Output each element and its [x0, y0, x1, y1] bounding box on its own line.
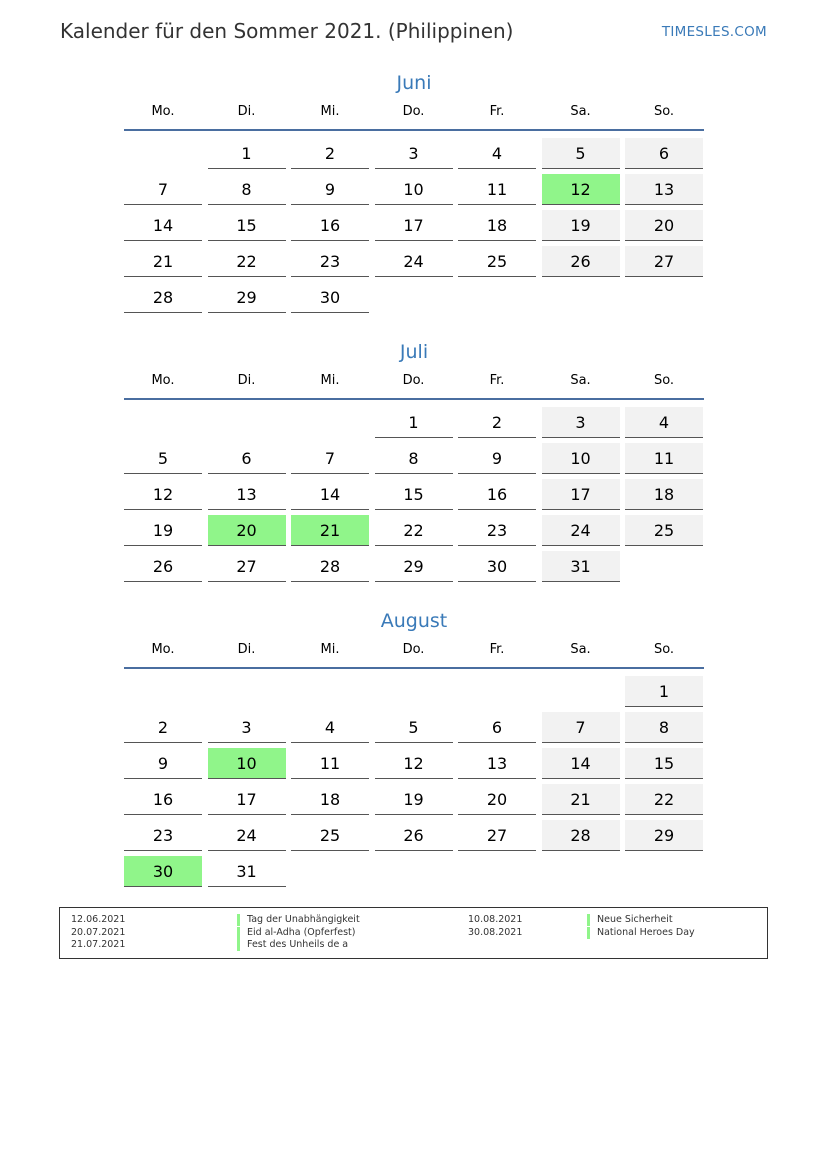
day-cell: 24 [208, 820, 286, 851]
day-cell: 4 [291, 712, 369, 743]
day-cell: 10 [375, 174, 453, 205]
day-cell: 19 [542, 210, 620, 241]
day-cell: 1 [625, 676, 703, 707]
day-cell: 16 [458, 479, 536, 510]
day-cell: 9 [458, 443, 536, 474]
day-cell: 14 [291, 479, 369, 510]
weekday-label: Mi. [320, 104, 340, 119]
day-cell: 27 [208, 551, 286, 582]
day-cell: 3 [542, 407, 620, 438]
legend-date: 20.07.2021 [71, 927, 126, 938]
weekday-label: Fr. [489, 104, 505, 119]
weekday-label: Mo. [151, 642, 175, 657]
day-cell: 30 [291, 282, 369, 313]
day-cell: 28 [124, 282, 202, 313]
legend-holiday-name: National Heroes Day [587, 927, 695, 939]
day-cell: 26 [542, 246, 620, 277]
legend-date: 10.08.2021 [468, 914, 523, 925]
day-cell: 25 [291, 820, 369, 851]
weekday-label: Mo. [151, 104, 175, 119]
day-cell: 4 [625, 407, 703, 438]
header-divider [124, 398, 704, 400]
month-title: Juli [399, 341, 429, 363]
day-cell: 19 [375, 784, 453, 815]
day-cell: 6 [458, 712, 536, 743]
legend-holiday-name: Tag der Unabhängigkeit [237, 914, 360, 926]
legend-holiday-name: Neue Sicherheit [587, 914, 673, 926]
day-cell: 6 [208, 443, 286, 474]
day-cell: 17 [375, 210, 453, 241]
legend-date: 21.07.2021 [71, 939, 126, 950]
weekday-label: Mi. [320, 642, 340, 657]
day-cell: 21 [542, 784, 620, 815]
weekday-label: So. [653, 373, 675, 388]
day-cell: 5 [124, 443, 202, 474]
day-cell: 14 [542, 748, 620, 779]
day-cell: 26 [375, 820, 453, 851]
weekday-label: Di. [237, 642, 256, 657]
day-cell: 23 [124, 820, 202, 851]
weekday-label: Di. [237, 104, 256, 119]
weekday-label: Fr. [489, 373, 505, 388]
day-cell: 2 [124, 712, 202, 743]
day-cell: 1 [375, 407, 453, 438]
day-cell: 17 [542, 479, 620, 510]
day-cell: 20 [458, 784, 536, 815]
day-cell: 13 [625, 174, 703, 205]
day-cell: 24 [375, 246, 453, 277]
weekday-label: Mi. [320, 373, 340, 388]
day-cell: 8 [208, 174, 286, 205]
day-cell: 16 [291, 210, 369, 241]
day-cell: 15 [375, 479, 453, 510]
legend-date: 12.06.2021 [71, 914, 126, 925]
day-cell: 31 [542, 551, 620, 582]
day-cell: 6 [625, 138, 703, 169]
weekday-header [124, 638, 704, 670]
day-cell: 4 [458, 138, 536, 169]
day-cell: 11 [458, 174, 536, 205]
day-cell: 3 [375, 138, 453, 169]
day-cell: 17 [208, 784, 286, 815]
month-title: August [380, 610, 448, 632]
day-cell: 8 [375, 443, 453, 474]
holiday-day-cell: 12 [542, 174, 620, 205]
day-cell: 29 [375, 551, 453, 582]
day-cell: 8 [625, 712, 703, 743]
day-cell: 27 [458, 820, 536, 851]
month-title: Juni [396, 72, 432, 94]
header-divider [124, 667, 704, 669]
legend-holiday-name: Eid al-Adha (Opferfest) [237, 927, 355, 939]
day-cell: 20 [625, 210, 703, 241]
weekday-label: Fr. [489, 642, 505, 657]
brand-link[interactable]: TIMESLES.COM [661, 24, 767, 40]
day-cell: 5 [542, 138, 620, 169]
day-cell: 16 [124, 784, 202, 815]
day-cell: 11 [625, 443, 703, 474]
month-august [124, 606, 704, 881]
weekday-label: Do. [402, 373, 425, 388]
day-cell: 15 [625, 748, 703, 779]
day-cell: 22 [375, 515, 453, 546]
day-cell: 29 [625, 820, 703, 851]
day-cell: 2 [458, 407, 536, 438]
page-title: Kalender für den Sommer 2021. (Philippinen) [60, 19, 514, 43]
day-cell: 1 [208, 138, 286, 169]
weekday-header [124, 369, 704, 401]
weekday-label: Di. [237, 373, 256, 388]
weekday-header [124, 100, 704, 132]
weekday-label: Sa. [570, 104, 591, 119]
day-cell: 14 [124, 210, 202, 241]
day-cell: 12 [124, 479, 202, 510]
day-cell: 25 [625, 515, 703, 546]
day-cell: 28 [542, 820, 620, 851]
weekday-label: So. [653, 104, 675, 119]
holiday-day-cell: 10 [208, 748, 286, 779]
day-cell: 13 [208, 479, 286, 510]
weekday-label: Do. [402, 104, 425, 119]
day-cell: 19 [124, 515, 202, 546]
day-cell: 22 [208, 246, 286, 277]
holiday-day-cell: 20 [208, 515, 286, 546]
day-cell: 18 [291, 784, 369, 815]
day-cell: 3 [208, 712, 286, 743]
holiday-legend [59, 907, 768, 959]
day-cell: 11 [291, 748, 369, 779]
day-cell: 18 [625, 479, 703, 510]
day-cell: 9 [124, 748, 202, 779]
day-cell: 21 [124, 246, 202, 277]
day-cell: 25 [458, 246, 536, 277]
day-cell: 7 [124, 174, 202, 205]
day-cell: 28 [291, 551, 369, 582]
day-cell: 26 [124, 551, 202, 582]
day-cell: 31 [208, 856, 286, 887]
day-cell: 7 [291, 443, 369, 474]
day-cell: 29 [208, 282, 286, 313]
day-cell: 24 [542, 515, 620, 546]
day-cell: 2 [291, 138, 369, 169]
day-cell: 7 [542, 712, 620, 743]
header-divider [124, 129, 704, 131]
legend-date: 30.08.2021 [468, 927, 523, 938]
month-juli [124, 337, 704, 576]
day-cell: 5 [375, 712, 453, 743]
month-juni [124, 68, 704, 307]
day-cell: 27 [625, 246, 703, 277]
day-cell: 15 [208, 210, 286, 241]
day-cell: 18 [458, 210, 536, 241]
day-cell: 22 [625, 784, 703, 815]
day-cell: 12 [375, 748, 453, 779]
day-cell: 9 [291, 174, 369, 205]
weekday-label: Mo. [151, 373, 175, 388]
day-cell: 10 [542, 443, 620, 474]
holiday-day-cell: 30 [124, 856, 202, 887]
holiday-day-cell: 21 [291, 515, 369, 546]
legend-holiday-name: Fest des Unheils de a [237, 939, 348, 951]
day-cell: 13 [458, 748, 536, 779]
weekday-label: So. [653, 642, 675, 657]
weekday-label: Sa. [570, 373, 591, 388]
weekday-label: Sa. [570, 642, 591, 657]
day-cell: 30 [458, 551, 536, 582]
day-cell: 23 [291, 246, 369, 277]
day-cell: 23 [458, 515, 536, 546]
weekday-label: Do. [402, 642, 425, 657]
